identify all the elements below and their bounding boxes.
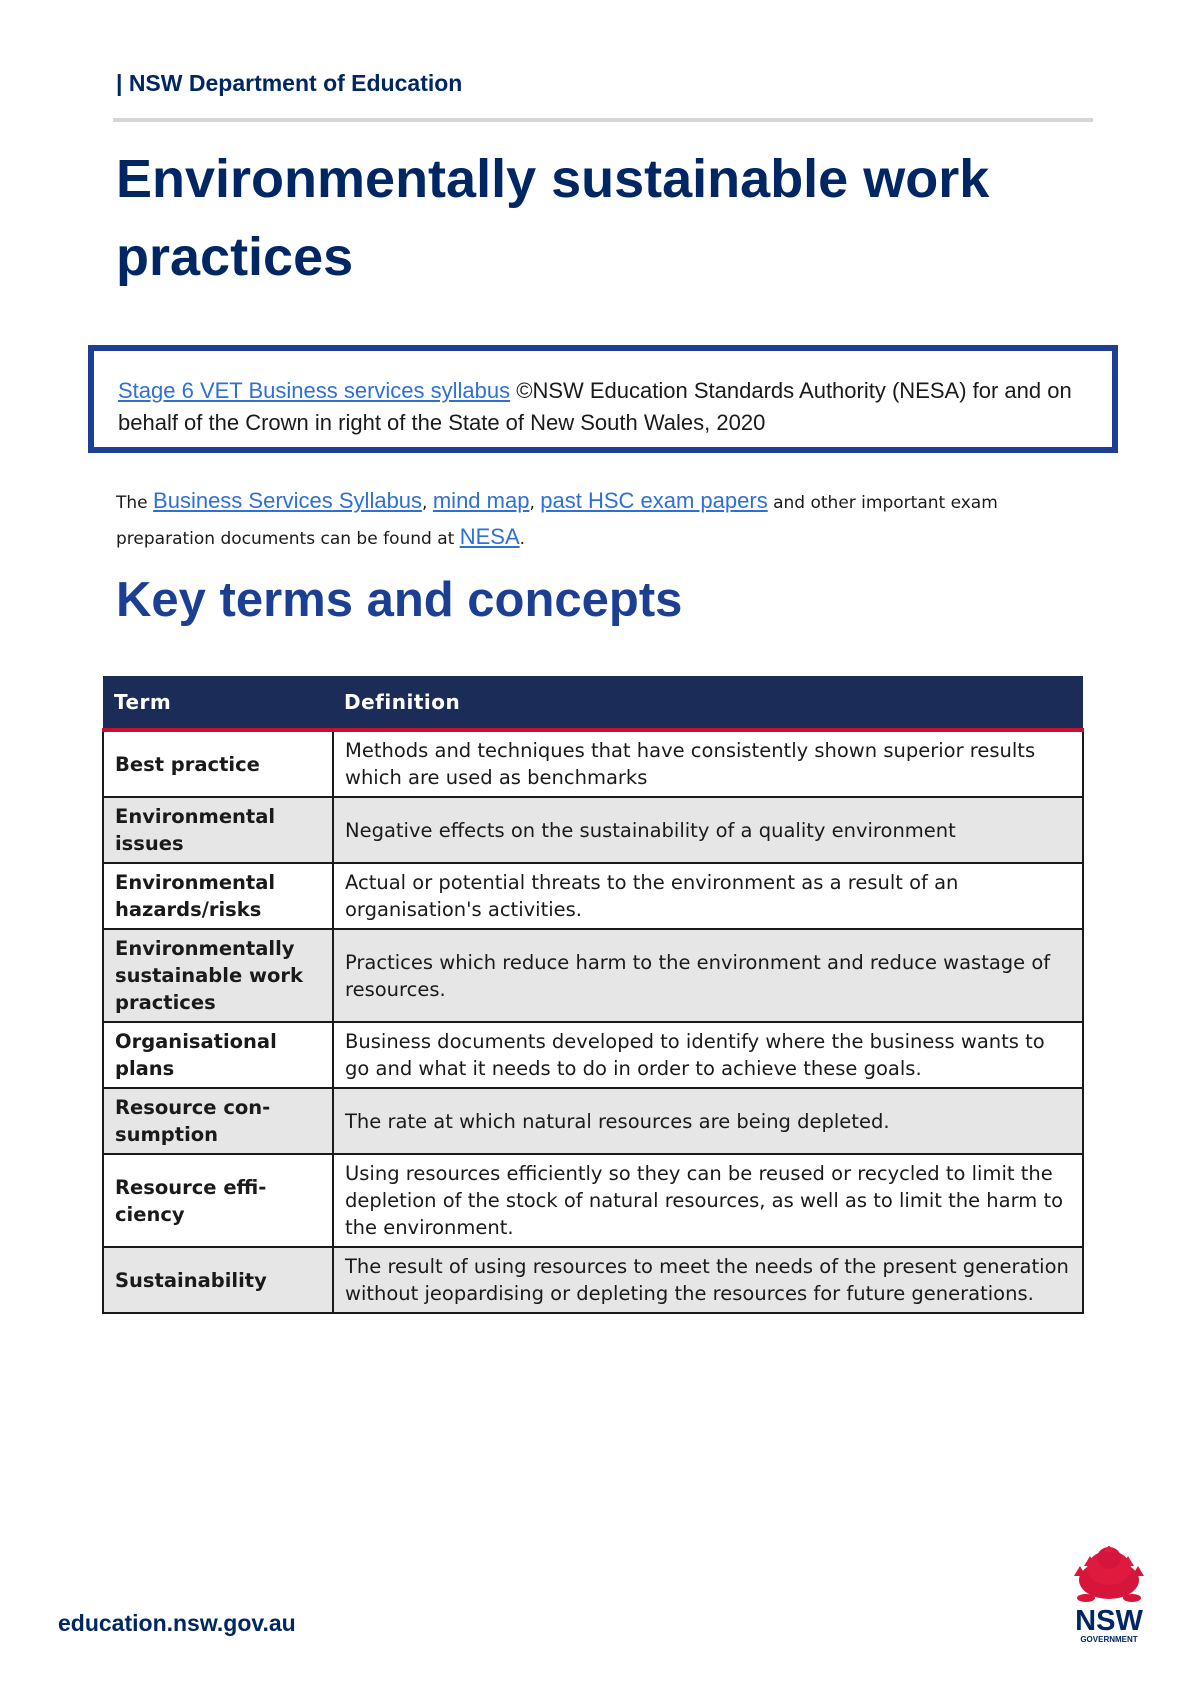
nsw-government-logo (1066, 1546, 1152, 1646)
table-row (103, 929, 1083, 1022)
table-row (103, 1088, 1083, 1154)
logo-wordmark: NSW (1075, 1605, 1143, 1637)
table-row (103, 730, 1083, 797)
logo-subtext: GOVERNMENT (1080, 1635, 1138, 1644)
mind-map-link[interactable]: mind map (432, 488, 530, 513)
intro-suffix: . (519, 529, 526, 549)
syllabus-link[interactable]: Stage 6 VET Business services syllabus (118, 378, 511, 403)
table-row (103, 1247, 1083, 1313)
page-title: Environmentally sustainable work practices (116, 149, 990, 287)
copyright-text: ©NSW Education Standards Authority (NESA) for and on behalf of the Crown in right of the State of New South Wales, 2020 (118, 378, 1072, 435)
term-cell: Environmental hazards/risks (103, 863, 333, 929)
department-header: | NSW Department of Education (116, 70, 463, 96)
table-row (103, 797, 1083, 863)
term-cell: Environmental issues (103, 797, 333, 863)
table-header-row (103, 676, 1083, 730)
definition-cell: Using resources efficiently so they can be reused or recycled to limit the depletion of the stock of natural resources, as well as to limit the harm to the environment. (333, 1154, 1083, 1247)
table-row (103, 1154, 1083, 1247)
term-cell: Resource con-sumption (103, 1088, 333, 1154)
section-heading: Key terms and concepts (116, 573, 683, 627)
definition-cell: Negative effects on the sustainability of a quality environment (333, 797, 1083, 863)
table-row (103, 1022, 1083, 1088)
past-hsc-exam-papers-link[interactable]: past HSC exam papers (540, 488, 768, 513)
term-cell: Environmentally sustainable work practices (103, 929, 333, 1022)
header-divider (113, 118, 1093, 122)
intro-separator: , (529, 493, 541, 513)
intro-paragraph (116, 484, 1076, 556)
term-cell: Best practice (103, 730, 333, 797)
column-header-definition: Definition (333, 676, 1083, 730)
nesa-link[interactable]: NESA (459, 524, 520, 549)
copyright-box (88, 345, 1118, 453)
intro-separator: , (422, 493, 433, 513)
term-cell: Resource effi-ciency (103, 1154, 333, 1247)
business-services-syllabus-link[interactable]: Business Services Syllabus (153, 488, 423, 513)
key-terms-table (102, 676, 1084, 1314)
definition-cell: The rate at which natural resources are being depleted. (333, 1088, 1083, 1154)
definition-cell: Methods and techniques that have consistently shown superior results which are used as benchmarks (333, 730, 1083, 797)
waratah-flower-icon (1074, 1546, 1144, 1602)
footer-url: education.nsw.gov.au (58, 1610, 296, 1636)
table-row (103, 863, 1083, 929)
term-cell: Sustainability (103, 1247, 333, 1313)
intro-prefix: The (116, 493, 154, 513)
definition-cell: Actual or potential threats to the environment as a result of an organisation's activities. (333, 863, 1083, 929)
column-header-term: Term (103, 676, 333, 730)
intro-middle: and other important exam preparation documents can be found at (116, 493, 998, 549)
definition-cell: The result of using resources to meet the needs of the present generation without jeopardising or depleting the resources for future generations. (333, 1247, 1083, 1313)
definition-cell: Business documents developed to identify where the business wants to go and what it needs to do in order to achieve these goals. (333, 1022, 1083, 1088)
term-cell: Organisational plans (103, 1022, 333, 1088)
definition-cell: Practices which reduce harm to the environment and reduce wastage of resources. (333, 929, 1083, 1022)
